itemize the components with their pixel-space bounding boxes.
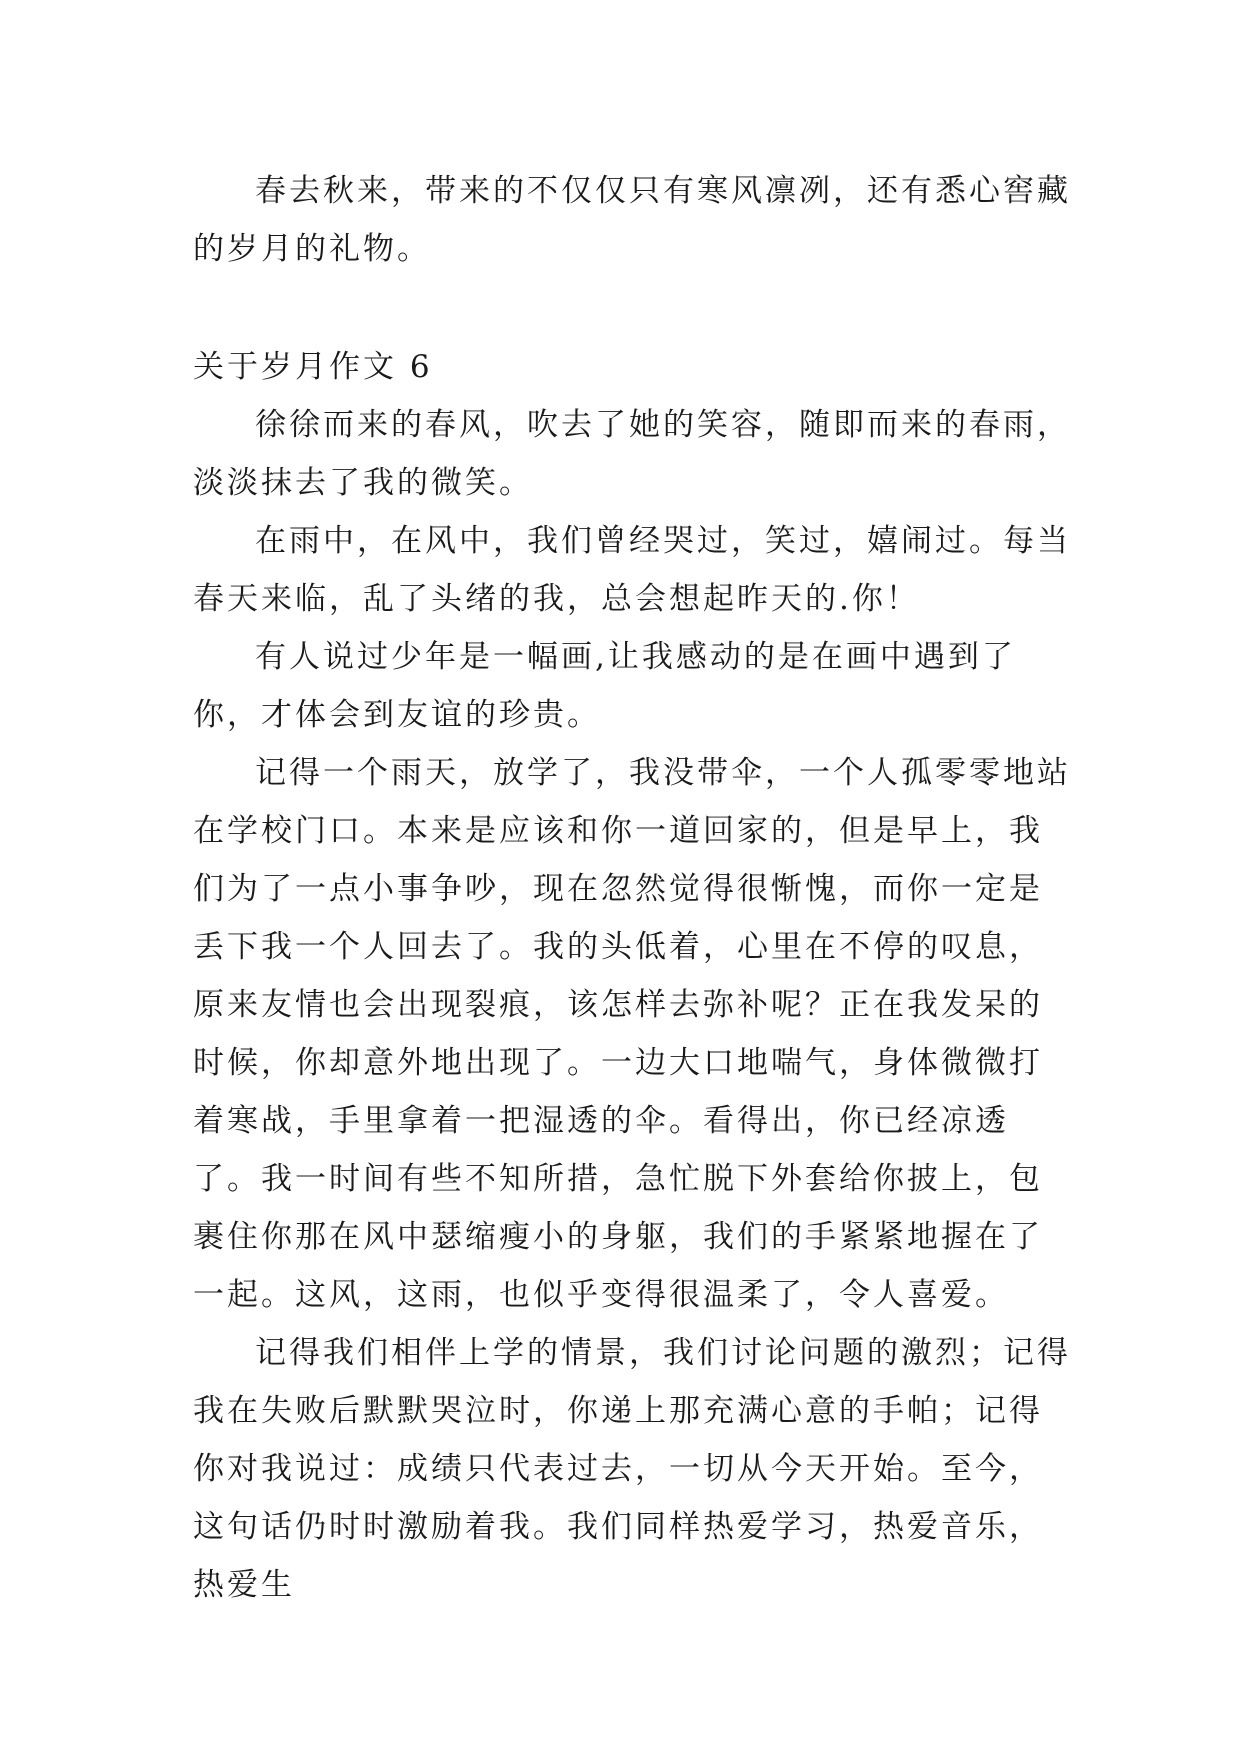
paragraph-5: 记得我们相伴上学的情景，我们讨论问题的激烈；记得我在失败后默默哭泣时，你递上那充满心意的手帕；记得你对我说过：成绩只代表过去，一切从今天开始。至今，这句话仍时时激励着我。我们同样热爱学习，热爱音乐，热爱生 bbox=[193, 1335, 1071, 1603]
paragraph-2: 在雨中，在风中，我们曾经哭过，笑过，嬉闹过。每当春天来临，乱了头绪的我，总会想起昨天的.你！ bbox=[193, 523, 1071, 617]
document-body bbox=[193, 162, 1073, 1614]
intro-paragraph: 春去秋来，带来的不仅仅只有寒风凛冽，还有悉心窖藏的岁月的礼物。 bbox=[193, 173, 1071, 267]
paragraph-1: 徐徐而来的春风，吹去了她的笑容，随即而来的春雨，淡淡抹去了我的微笑。 bbox=[193, 407, 1071, 501]
paragraph-4: 记得一个雨天，放学了，我没带伞，一个人孤零零地站在学校门口。本来是应该和你一道回家的，但是早上，我们为了一点小事争吵，现在忽然觉得很惭愧，而你一定是丢下我一个人回去了。我的头低着，心里在不停的叹息，原来友情也会出现裂痕，该怎样去弥补呢？正在我发呆的时候，你却意外地出现了。一边大口地喘气，身体微微打着寒战，手里拿着一把湿透的伞。看得出，你已经凉透了。我一时间有些不知所措，急忙脱下外套给你披上，包裹住你那在风中瑟缩瘦小的身躯，我们的手紧紧地握在了一起。这风，这雨，也似乎变得很温柔了，令人喜爱。 bbox=[193, 755, 1071, 1313]
paragraph-3: 有人说过少年是一幅画,让我感动的是在画中遇到了你，才体会到友谊的珍贵。 bbox=[193, 639, 1016, 733]
section-spacer bbox=[193, 278, 1073, 338]
section-heading: 关于岁月作文 6 bbox=[193, 349, 433, 385]
